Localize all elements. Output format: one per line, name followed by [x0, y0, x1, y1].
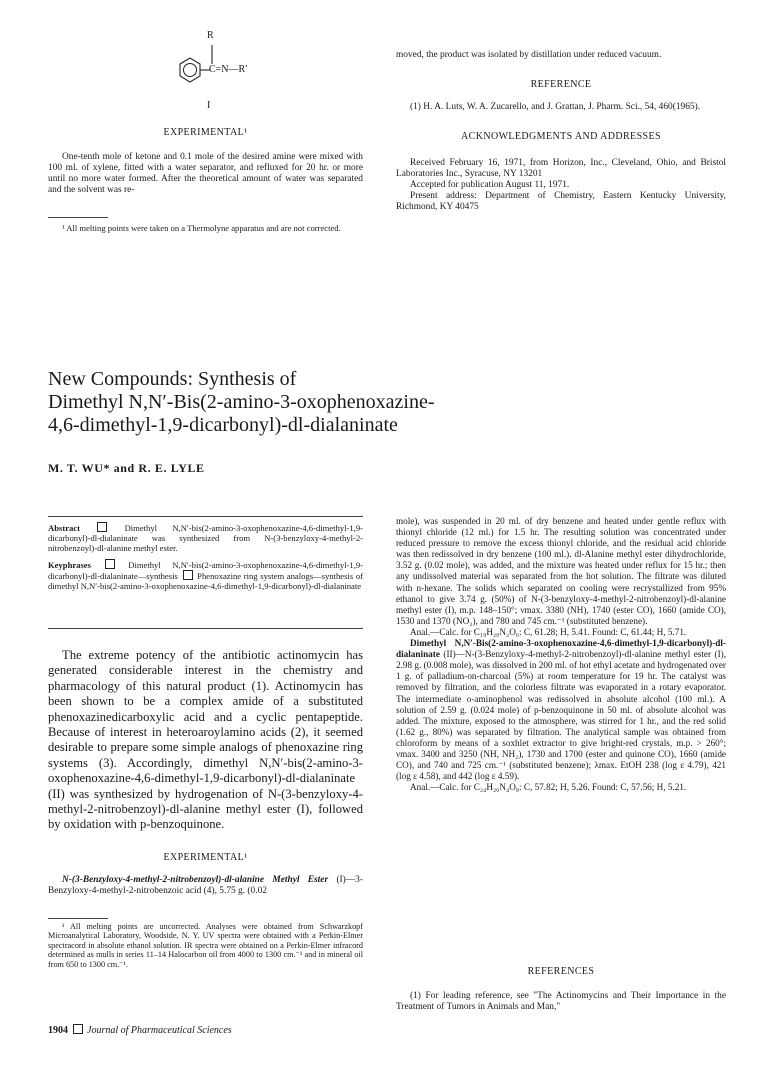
- footnote-block: [48, 922, 363, 969]
- compound-1-paragraph: [48, 875, 363, 897]
- authors: M. T. WU* and R. E. LYLE: [48, 461, 205, 475]
- compound-1-text: (I)—3-Benzyloxy-4-methyl-2-nitrobenzoic acid (4), 5.75 g. (0.02: [48, 875, 363, 896]
- footnote-top: ¹ All melting points were taken on a Thermolyne apparatus and are not corrected.: [62, 223, 341, 233]
- experimental-section: [48, 852, 363, 897]
- compound-2-paragraph: [396, 638, 726, 782]
- checkbox-icon: [73, 1024, 83, 1034]
- footnote-rule-top: [48, 217, 108, 218]
- acknowledgment-received: Received February 16, 1971, from Horizon, Inc., Cleveland, Ohio, and Bristol Laboratories Inc., Syracuse, NY 13201: [396, 158, 726, 179]
- title-line-1: New Compounds: Synthesis of: [48, 368, 297, 390]
- acknowledgment-address: Present address: Department of Chemistry, Eastern Kentucky University, Richmond, KY 40475: [396, 191, 726, 212]
- abstract-label: Abstract: [48, 523, 80, 533]
- right-analysis-2: Anal.—Calc. for C₂₄H₂₆N₄O₈: C, 57.82; H, 5.26. Found: C, 57.56; H, 5.21.: [410, 782, 687, 793]
- top-left-column: [48, 127, 363, 233]
- compound-2-name: Dimethyl N,N′-Bis(2-amino-3-oxophenoxazine-4,6-dimethyl-1,9-dicarbonyl)-dl-dialaninate: [396, 638, 726, 660]
- abstract: [48, 522, 363, 554]
- page-number: 1904: [48, 1025, 68, 1036]
- keyphrase-1: Dimethyl N,N′-bis(2-amino-3-oxophenoxazine-4,6-dimethyl-1,9-dicarbonyl)-dl-dialaninate—synthesis: [48, 559, 363, 581]
- right-column: [396, 516, 726, 793]
- keyphrases-label: Keyphrases: [48, 559, 91, 570]
- experimental-heading: EXPERIMENTAL¹: [163, 852, 248, 863]
- structure-label-compound: I: [207, 100, 211, 111]
- structure-label-cn: C=N—R′: [209, 64, 248, 75]
- compound-1-name: N-(3-Benzyloxy-4-methyl-2-nitrobenzoyl)-dl-alanine Methyl Ester: [62, 875, 329, 885]
- footnote-rule: [48, 918, 108, 919]
- keyphrase-2: Phenoxazine ring system analogs—synthesis of dimethyl N,N′-bis(2-amino-3-oxophenoxazine-4,6-dimethyl-1,9-dicarbonyl)-dl-dialaninate: [48, 570, 363, 592]
- keyphrases: [48, 559, 363, 592]
- intro-paragraph: The extreme potency of the antibiotic actinomycin has generated considerable interest in the chemistry and pharmacology of this natural product (1). Actinomycin has been shown to be a complex amide of a substituted phenoxazinedicarboxylic acid and a cyclic pentapeptide. Because of interest in heteroaroylamino acids (2), it seemed desirable to prepare some simple analogs of phenoxazine ring systems (3). Accordingly, dimethyl N,N′-bis(2-amino-3-oxophenoxazine-4,6-dimethyl-1,9-dicarbonyl)-dl-dialaninate (II) was synthesized by hydrogenation of N-(3-benzyloxy-4-methyl-2-nitrobenzoyl)-dl-alanine methyl ester (I), followed by oxidation with p-benzoquinone.: [48, 648, 363, 832]
- right-analysis-1: Anal.—Calc. for C₁₉H₂₀N₂O₆: C, 61.28; H, 5.41. Found: C, 61.44; H, 5.71.: [410, 626, 687, 637]
- reference-heading: REFERENCE: [530, 79, 592, 90]
- continued-paragraph: moved, the product was isolated by distillation under reduced vacuum.: [396, 50, 662, 60]
- experimental-heading-top: EXPERIMENTAL¹: [163, 127, 248, 138]
- footnote-experimental: ¹ All melting points are uncorrected. Analyses were obtained from Schwarzkopf Microanalytical Laboratory, Woodside, N. Y. UV spectra were obtained with a Perkin-Elmer spectracord in absolute ethanol solution. IR spectra were obtained on a Perkin-Elmer infracord determined as mulls in series 11–14 Halocarbon oil from 4000 to 1300 cm.⁻¹ and in mineral oil from 650 to 1300 cm.⁻¹.: [48, 922, 363, 969]
- journal-name: Journal of Pharmaceutical Sciences: [87, 1025, 232, 1036]
- checkbox-icon: [183, 570, 193, 580]
- intro-column: [48, 648, 363, 833]
- experimental-paragraph-top: One-tenth mole of ketone and 0.1 mole of the desired amine were mixed with 100 ml. of xylene, fitted with a water separator, and refluxed for 20 hr. or more until no more water formed. After the theoretical amount of water was separated and the solvent was re-: [48, 152, 363, 195]
- references-heading: REFERENCES: [527, 966, 595, 977]
- top-right-column: [396, 50, 726, 213]
- title-line-3: 4,6-dimethyl-1,9-dicarbonyl)-dl-dialaninate: [48, 414, 398, 436]
- article-title: [48, 368, 738, 437]
- compound-2-text: (II)—N-(3-Benzyloxy-4-methyl-2-nitrobenzoyl)-dl-alanine methyl ester (I), 2.98 g. (0.008 mole), was dissolved in 200 ml. of hot ethyl acetate and hydrogenated over 1 g. of palladium-on-charcoal (5%) at room temperature for 19 hr. The catalyst was removed by filtration, and the colorless filtrate was evaporated in a rotary evaporator. The intermediate o-aminophenol was redissolved in absolute alcohol (100 ml.). A solution of 2.59 g. (0.024 mole) of p-benzoquinone in 50 ml. of absolute alcohol was added. The mixture, exposed to the atmosphere, was stirred for 1 hr., and the red solid (1.62 g., 80%) was separated by filtration. The analytical sample was obtained from chloroform by means of a soxhlet extractor to give bright-red crystals, m.p. > 260°; νmax. 3400 and 3250 (NH, NH₂), 1730 and 1700 (ester and quinone CO), 1660 (amide CO), and 740 and 725 cm.⁻¹ (substituted benzene); λmax. EtOH 238 (log ε 4.79), 421 (log ε 4.58), and 442 (log ε 4.59).: [396, 649, 727, 782]
- checkbox-icon: [97, 522, 107, 532]
- abstract-text: Dimethyl N,N′-bis(2-amino-3-oxophenoxazine-4,6-dimethyl-1,9-dicarbonyl)-dl-dialaninate was synthesized from N-(3-benzyloxy-4-methyl-2-nitrobenzoyl)-dl-alanine methyl ester.: [48, 523, 363, 554]
- reference-1: (1) For leading reference, see "The Actinomycins and Their Importance in the Treatment of Tumors in Animals and Man,": [396, 991, 726, 1012]
- checkbox-icon: [105, 559, 115, 569]
- abstract-rule-bottom: [48, 628, 363, 629]
- structure-label-r: R: [207, 30, 214, 41]
- reference-1-top: (1) H. A. Luts, W. A. Zucarello, and J. Grattan, J. Pharm. Sci., 54, 460(1965).: [410, 102, 701, 112]
- page-footer: [48, 1024, 232, 1036]
- right-paragraph-1: mole), was suspended in 20 ml. of dry benzene and heated under gentle reflux with thionyl chloride (12 ml.) for 1.5 hr. The resulting solution was concentrated under reduced pressure to remove the excess thionyl chloride, and the residual acid chloride was then redissolved in dry benzene (100 ml.). dl-Alanine methyl ester dihydrochloride, 3.52 g. (0.02 mole), was added, and the mixture was heated under reflux for 15 hr.; then any undissolved material was separated from the hot solution. The filtrate was diluted with n-hexane. The solids which separated on cooling were recrystallized from 95% ethanol to give 3.74 g. (50%) of N-(3-benzyloxy-4-methyl-2-nitrobenzoyl)-dl-alanine methyl ester (I), m.p. 148–150°; νmax. 3380 (NH), 1740 (ester CO), 1660 (amide CO), 1530 and 1370 (NO₂), and 780 and 745 cm.⁻¹ (substituted benzene).: [396, 516, 726, 626]
- acknowledgments-heading: ACKNOWLEDGMENTS AND ADDRESSES: [461, 131, 661, 142]
- acknowledgment-accepted: Accepted for publication August 11, 1971.: [410, 180, 570, 190]
- abstract-rule-top: [48, 516, 363, 517]
- title-line-2: Dimethyl N,N′-Bis(2-amino-3-oxophenoxazine-: [48, 391, 435, 413]
- references-block: [396, 966, 726, 1013]
- abstract-block: [48, 522, 363, 591]
